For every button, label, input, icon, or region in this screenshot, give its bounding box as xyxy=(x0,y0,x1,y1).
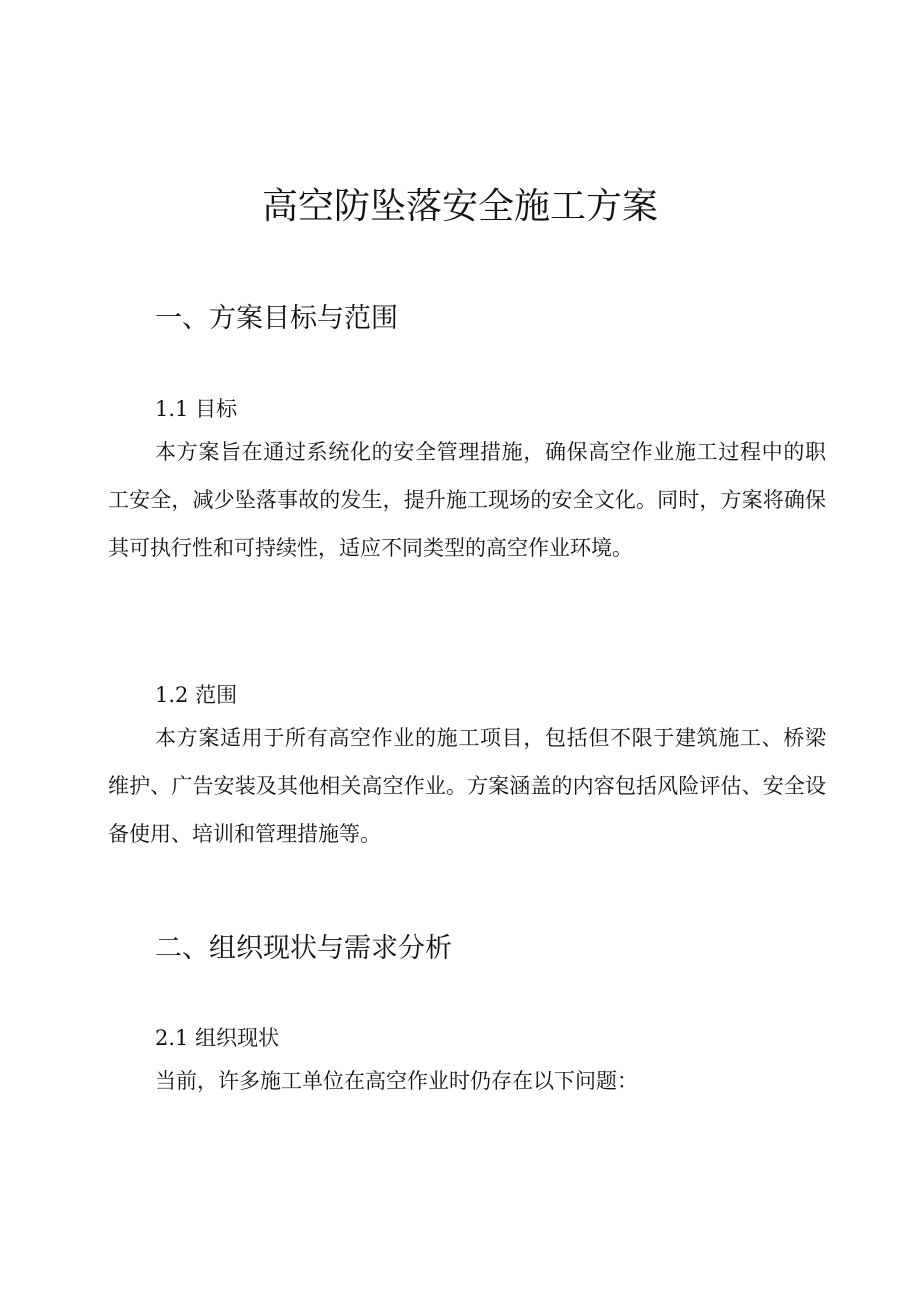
section-1-1-heading: 1.1 目标 xyxy=(155,397,238,421)
section-2-heading: 二、组织现状与需求分析 xyxy=(155,933,452,964)
section-1-2-paragraph: 本方案适用于所有高空作业的施工项目，包括但不限于建筑施工、桥梁维护、广告安装及其他相关高空作业。方案涵盖的内容包括风险评估、安全设备使用、培训和管理措施等。 xyxy=(108,726,826,846)
section-1-1-paragraph: 本方案旨在通过系统化的安全管理措施，确保高空作业施工过程中的职工安全，减少坠落事故的发生，提升施工现场的安全文化。同时，方案将确保其可执行性和可持续性，适应不同类型的高空作业环境。 xyxy=(108,440,826,560)
section-1-heading: 一、方案目标与范围 xyxy=(155,303,398,334)
section-2-1-heading: 2.1 组织现状 xyxy=(155,1026,280,1050)
section-2-1-paragraph: 当前，许多施工单位在高空作业时仍存在以下问题： xyxy=(155,1069,638,1093)
document-title: 高空防坠落安全施工方案 xyxy=(261,186,658,227)
section-1-2-heading: 1.2 范围 xyxy=(155,683,238,707)
